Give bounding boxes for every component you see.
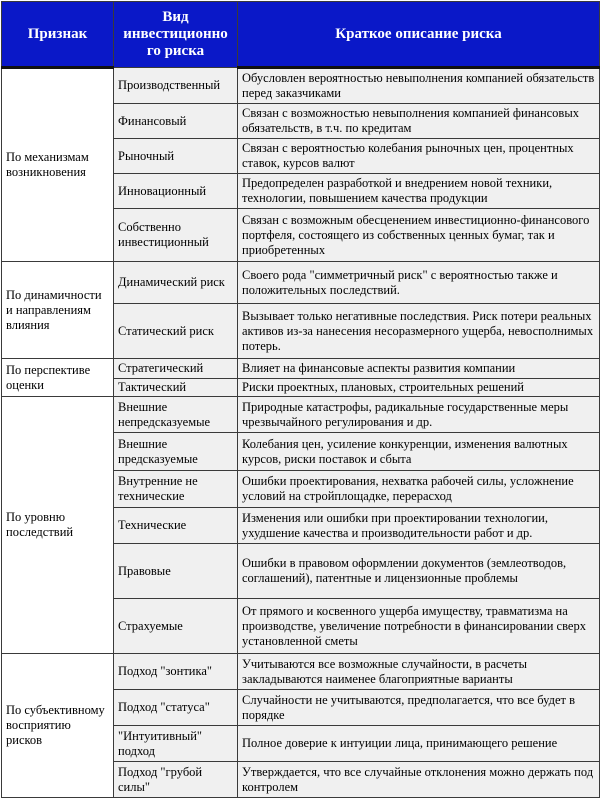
description-cell: От прямого и косвенного ущерба имуществу, травматизма на производстве, увеличение потребности в финансировании сверх установленной сметы	[238, 599, 600, 654]
table-row	[2, 397, 600, 433]
description-cell: Связан с возможным обесценением инвестиционно-финансового портфеля, состоящего из собственных ценных бумаг, так и приобретенных	[238, 209, 600, 262]
risk-type-cell: Динамический риск	[114, 262, 238, 304]
description-cell: Своего рода "симметричный риск" с вероятностью также и положительных последствий.	[238, 262, 600, 304]
description-cell: Ошибки в правовом оформлении документов (землеотводов, соглашений), патентные и лицензионные проблемы	[238, 544, 600, 599]
risk-type-cell: Подход "статуса"	[114, 690, 238, 726]
risk-type-cell: Правовые	[114, 544, 238, 599]
risk-type-cell: Статический риск	[114, 304, 238, 359]
description-cell: Изменения или ошибки при проектировании технологии, ухудшение качества и производительности работ и др.	[238, 508, 600, 544]
description-cell: Природные катастрофы, радикальные государственные меры чрезвычайного регулирования и др.	[238, 397, 600, 433]
risk-table	[1, 1, 600, 798]
table-row	[2, 262, 600, 304]
risk-type-cell: Внешние предсказуемые	[114, 433, 238, 471]
risk-type-cell: Стратегический	[114, 359, 238, 379]
risk-type-cell: Внутренние не технические	[114, 471, 238, 508]
description-cell: Учитываются все возможные случайности, в расчеты закладываются наименее благоприятные варианты	[238, 654, 600, 690]
risk-type-cell: Подход "грубой силы"	[114, 762, 238, 798]
header-risk-type: Вид инвестиционно го риска	[114, 2, 238, 68]
feature-cell: По механизмам возникновения	[2, 68, 114, 262]
description-cell: Связан с возможностью невыполнения компанией финансовых обязательств, в т.ч. по кредитам	[238, 104, 600, 139]
feature-cell: По уровню последствий	[2, 397, 114, 654]
risk-type-cell: Инновационный	[114, 174, 238, 209]
description-cell: Утверждается, что все случайные отклонения можно держать под контролем	[238, 762, 600, 798]
description-cell: Связан с вероятностью колебания рыночных цен, процентных ставок, курсов валют	[238, 139, 600, 174]
description-cell: Ошибки проектирования, нехватка рабочей силы, усложнение условий на стройплощадке, перерасход	[238, 471, 600, 508]
description-cell: Вызывает только негативные последствия. Риск потери реальных активов из-за нанесения несоразмерного ущерба, невосполнимых потерь.	[238, 304, 600, 359]
table-row	[2, 654, 600, 690]
risk-type-cell: Тактический	[114, 379, 238, 397]
description-cell: Влияет на финансовые аспекты развития компании	[238, 359, 600, 379]
header-feature: Признак	[2, 2, 114, 68]
risk-type-cell: Страхуемые	[114, 599, 238, 654]
risk-type-cell: Рыночный	[114, 139, 238, 174]
description-cell: Предопределен разработкой и внедрением новой техники, технологии, повышением качества продукции	[238, 174, 600, 209]
table-row	[2, 359, 600, 379]
feature-cell: По субъективному восприятию рисков	[2, 654, 114, 798]
risk-type-cell: Производственный	[114, 68, 238, 104]
table-row	[2, 68, 600, 104]
feature-cell: По перспективе оценки	[2, 359, 114, 397]
header-row	[2, 2, 600, 68]
description-cell: Обусловлен вероятностью невыполнения компанией обязательств перед заказчиками	[238, 68, 600, 104]
risk-type-cell: Внешние непредсказуемые	[114, 397, 238, 433]
feature-cell: По динамичности и направлениям влияния	[2, 262, 114, 359]
risk-type-cell: Финансовый	[114, 104, 238, 139]
risk-type-cell: "Интуитивный" подход	[114, 726, 238, 762]
risk-type-cell: Собственно инвестиционный	[114, 209, 238, 262]
risk-type-cell: Технические	[114, 508, 238, 544]
description-cell: Полное доверие к интуиции лица, принимающего решение	[238, 726, 600, 762]
risk-type-cell: Подход "зонтика"	[114, 654, 238, 690]
description-cell: Колебания цен, усиление конкуренции, изменения валютных курсов, риски поставок и сбыта	[238, 433, 600, 471]
header-description: Краткое описание риска	[238, 2, 600, 68]
description-cell: Риски проектных, плановых, строительных решений	[238, 379, 600, 397]
description-cell: Случайности не учитываются, предполагается, что все будет в порядке	[238, 690, 600, 726]
